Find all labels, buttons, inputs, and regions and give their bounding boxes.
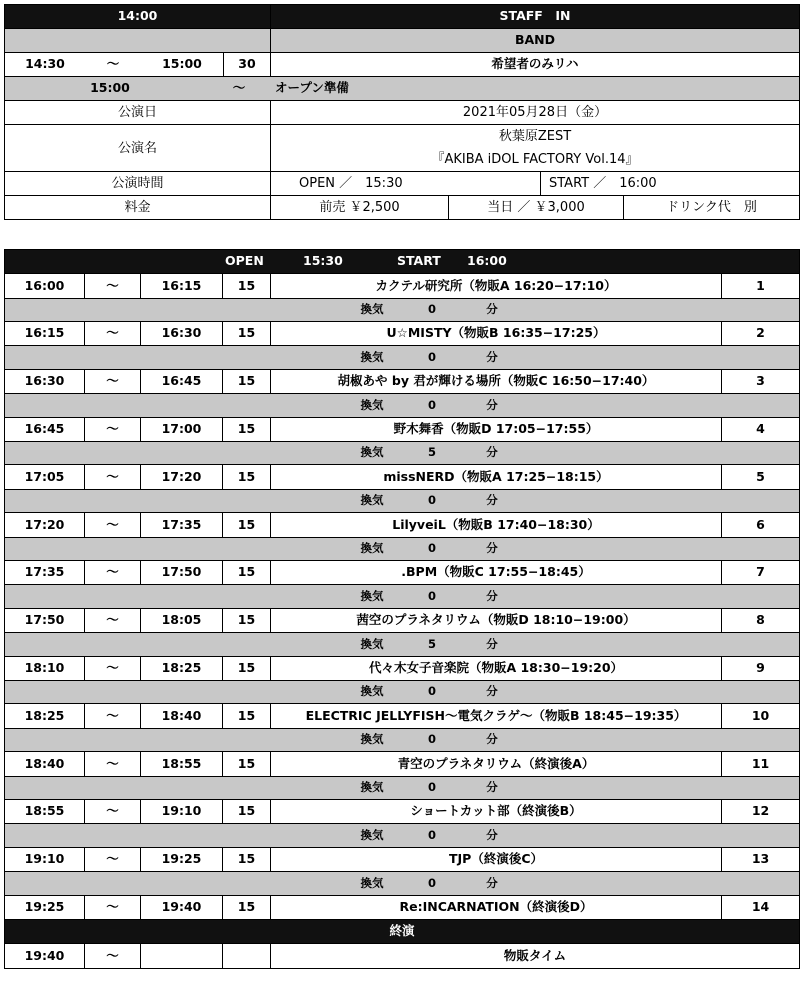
act-tilde: 〜 [85, 752, 141, 776]
act-start-time: 19:25 [5, 895, 85, 919]
changeover-cell [5, 728, 800, 752]
act-duration: 15 [223, 752, 271, 776]
act-number: 14 [722, 895, 800, 919]
act-duration: 15 [223, 561, 271, 585]
open-prep-tilde: 〜 [232, 80, 246, 96]
act-tilde: 〜 [85, 608, 141, 632]
rehearsal-end: 15:00 [162, 56, 202, 72]
act-start-time: 17:05 [5, 465, 85, 489]
act-end-time: 16:15 [141, 274, 223, 298]
changeover-cell [5, 394, 800, 418]
act-number: 9 [722, 656, 800, 680]
changeover-label: 換気 [360, 827, 384, 842]
act-end-time: 17:35 [141, 513, 223, 537]
act-duration: 15 [223, 513, 271, 537]
act-end-time: 18:25 [141, 656, 223, 680]
open-prep-row [5, 77, 800, 101]
changeover-cell [5, 680, 800, 704]
schedule-header [5, 250, 800, 274]
changeover-unit: 分 [486, 349, 498, 364]
merch-blank-min [223, 944, 271, 968]
act-name: TJP（終演後C） [271, 847, 722, 871]
act-row [5, 561, 800, 585]
changeover-minutes: 0 [428, 397, 437, 412]
open-time-text: OPEN ／ 15:30 [299, 176, 403, 191]
act-name: 青空のプラネタリウム（終演後A） [271, 752, 722, 776]
act-row [5, 513, 800, 537]
changeover-row [5, 489, 800, 513]
act-name: U☆MISTY（物販B 16:35−17:25） [271, 322, 722, 346]
changeover-unit: 分 [486, 636, 498, 651]
changeover-cell [5, 824, 800, 848]
changeover-cell [5, 489, 800, 513]
act-start-time: 18:25 [5, 704, 85, 728]
act-name: missNERD（物販A 17:25−18:15） [271, 465, 722, 489]
act-number: 10 [722, 704, 800, 728]
merch-label: 物販タイム [271, 944, 800, 968]
act-row [5, 608, 800, 632]
act-start-time: 18:55 [5, 800, 85, 824]
name-row [5, 125, 800, 172]
act-duration: 15 [223, 369, 271, 393]
changeover-row [5, 346, 800, 370]
act-number: 1 [722, 274, 800, 298]
changeover-minutes: 5 [428, 636, 437, 651]
rehearsal-minutes: 30 [223, 53, 270, 76]
act-tilde: 〜 [85, 561, 141, 585]
header-open: OPEN [225, 253, 264, 269]
changeover-unit: 分 [486, 302, 498, 317]
act-start-time: 17:20 [5, 513, 85, 537]
act-duration: 15 [223, 895, 271, 919]
rehearsal-tilde: 〜 [106, 56, 120, 72]
changeover-row [5, 633, 800, 657]
act-end-time: 19:40 [141, 895, 223, 919]
start-time-text: START ／ 16:00 [540, 172, 799, 195]
merch-blank-end [141, 944, 223, 968]
changeover-minutes: 0 [428, 349, 437, 364]
act-start-time: 18:10 [5, 656, 85, 680]
open-prep [5, 77, 800, 101]
act-tilde: 〜 [85, 465, 141, 489]
act-tilde: 〜 [85, 656, 141, 680]
act-start-time: 16:30 [5, 369, 85, 393]
date-value: 2021年05月28日（金） [271, 101, 800, 125]
changeover-unit: 分 [486, 588, 498, 603]
act-row [5, 369, 800, 393]
act-end-time: 16:45 [141, 369, 223, 393]
act-end-time: 18:55 [141, 752, 223, 776]
act-end-time: 18:05 [141, 608, 223, 632]
changeover-minutes: 5 [428, 445, 437, 460]
act-row [5, 322, 800, 346]
changeover-cell [5, 872, 800, 896]
name-line2: 『AKIBA iDOL FACTORY Vol.14』 [431, 152, 639, 167]
changeover-label: 換気 [360, 636, 384, 651]
act-duration: 15 [223, 608, 271, 632]
act-row [5, 274, 800, 298]
act-start-time: 16:15 [5, 322, 85, 346]
time-value [271, 172, 800, 196]
act-name: .BPM（物販C 17:55−18:45） [271, 561, 722, 585]
changeover-row [5, 585, 800, 609]
changeover-label: 換気 [360, 349, 384, 364]
act-name: Re:INCARNATION（終演後D） [271, 895, 722, 919]
act-name: ショートカット部（終演後B） [271, 800, 722, 824]
changeover-label: 換気 [360, 780, 384, 795]
act-end-time: 18:40 [141, 704, 223, 728]
act-start-time: 16:00 [5, 274, 85, 298]
time-row [5, 172, 800, 196]
act-tilde: 〜 [85, 847, 141, 871]
changeover-minutes: 0 [428, 588, 437, 603]
act-row [5, 465, 800, 489]
act-duration: 15 [223, 417, 271, 441]
staff-in-time: 14:00 [5, 5, 271, 29]
changeover-unit: 分 [486, 493, 498, 508]
act-row [5, 895, 800, 919]
changeover-cell [5, 441, 800, 465]
changeover-label: 換気 [360, 397, 384, 412]
act-start-time: 18:40 [5, 752, 85, 776]
act-name: 茜空のプラネタリウム（物販D 18:10−19:00） [271, 608, 722, 632]
act-row [5, 800, 800, 824]
act-tilde: 〜 [85, 800, 141, 824]
changeover-row [5, 872, 800, 896]
act-name: ELECTRIC JELLYFISH〜電気クラゲ〜（物販B 18:45−19:35） [271, 704, 722, 728]
changeover-minutes: 0 [428, 302, 437, 317]
act-number: 8 [722, 608, 800, 632]
act-name: 胡椒あや by 君が輝ける場所（物販C 16:50−17:40） [271, 369, 722, 393]
changeover-unit: 分 [486, 827, 498, 842]
act-tilde: 〜 [85, 417, 141, 441]
changeover-row [5, 441, 800, 465]
price-label: 料金 [5, 196, 271, 220]
changeover-row [5, 680, 800, 704]
changeover-label: 換気 [360, 445, 384, 460]
merch-row [5, 944, 800, 968]
changeover-label: 換気 [360, 493, 384, 508]
name-label: 公演名 [5, 125, 271, 172]
act-duration: 15 [223, 800, 271, 824]
act-number: 12 [722, 800, 800, 824]
door-price: 当日 ／ ￥3,000 [448, 196, 623, 219]
changeover-minutes: 0 [428, 827, 437, 842]
open-prep-time: 15:00 [90, 80, 130, 96]
changeover-row [5, 537, 800, 561]
act-row [5, 656, 800, 680]
changeover-unit: 分 [486, 445, 498, 460]
act-name: 代々木女子音楽院（物販A 18:30−19:20） [271, 656, 722, 680]
act-number: 13 [722, 847, 800, 871]
changeover-label: 換気 [360, 875, 384, 890]
changeover-label: 換気 [360, 302, 384, 317]
drink-note: ドリンク代 別 [623, 196, 799, 219]
event-info-table [4, 4, 800, 220]
changeover-unit: 分 [486, 780, 498, 795]
act-number: 11 [722, 752, 800, 776]
staff-in-row [5, 5, 800, 29]
changeover-unit: 分 [486, 684, 498, 699]
act-tilde: 〜 [85, 704, 141, 728]
act-number: 7 [722, 561, 800, 585]
act-end-time: 19:25 [141, 847, 223, 871]
changeover-label: 換気 [360, 588, 384, 603]
changeover-unit: 分 [486, 397, 498, 412]
changeover-unit: 分 [486, 732, 498, 747]
changeover-row [5, 728, 800, 752]
act-duration: 15 [223, 704, 271, 728]
rehearsal-label: 希望者のみリハ [271, 53, 800, 77]
schedule-table [4, 249, 800, 969]
act-number: 4 [722, 417, 800, 441]
act-name: 野木舞香（物販D 17:05−17:55） [271, 417, 722, 441]
staff-in-label: STAFF IN [271, 5, 800, 29]
rehearsal-start: 14:30 [25, 56, 65, 72]
changeover-cell [5, 776, 800, 800]
act-name: LilyveiL（物販B 17:40−18:30） [271, 513, 722, 537]
act-duration: 15 [223, 847, 271, 871]
act-start-time: 17:35 [5, 561, 85, 585]
name-line1: 秋葉原ZEST [498, 129, 572, 144]
header-start-time: 16:00 [467, 253, 507, 269]
act-number: 3 [722, 369, 800, 393]
act-duration: 15 [223, 274, 271, 298]
changeover-label: 換気 [360, 732, 384, 747]
price-value [271, 196, 800, 220]
act-row [5, 847, 800, 871]
header-start: START [397, 253, 441, 269]
rehearsal-time [5, 53, 271, 77]
act-tilde: 〜 [85, 895, 141, 919]
changeover-minutes: 0 [428, 875, 437, 890]
changeover-minutes: 0 [428, 732, 437, 747]
act-row [5, 417, 800, 441]
act-number: 5 [722, 465, 800, 489]
act-name: カクテル研究所（物販A 16:20−17:10） [271, 274, 722, 298]
changeover-minutes: 0 [428, 780, 437, 795]
changeover-row [5, 394, 800, 418]
changeover-cell [5, 537, 800, 561]
end-row [5, 919, 800, 943]
changeover-cell [5, 346, 800, 370]
band-label: BAND [271, 29, 800, 53]
open-prep-label: オープン準備 [275, 80, 349, 96]
schedule-body [5, 274, 800, 920]
act-start-time: 19:10 [5, 847, 85, 871]
merch-tilde: 〜 [85, 944, 141, 968]
act-end-time: 17:50 [141, 561, 223, 585]
time-label: 公演時間 [5, 172, 271, 196]
act-start-time: 16:45 [5, 417, 85, 441]
act-end-time: 16:30 [141, 322, 223, 346]
schedule-header-row [5, 250, 800, 274]
act-start-time: 17:50 [5, 608, 85, 632]
changeover-row [5, 824, 800, 848]
changeover-unit: 分 [486, 875, 498, 890]
act-number: 6 [722, 513, 800, 537]
act-tilde: 〜 [85, 513, 141, 537]
price-row [5, 196, 800, 220]
changeover-row [5, 776, 800, 800]
merch-time: 19:40 [5, 944, 85, 968]
changeover-unit: 分 [486, 541, 498, 556]
changeover-cell [5, 585, 800, 609]
changeover-minutes: 0 [428, 541, 437, 556]
date-row [5, 101, 800, 125]
act-row [5, 752, 800, 776]
changeover-label: 換気 [360, 684, 384, 699]
header-open-time: 15:30 [303, 253, 343, 269]
act-end-time: 17:00 [141, 417, 223, 441]
act-duration: 15 [223, 656, 271, 680]
rehearsal-row [5, 53, 800, 77]
end-label: 終演 [5, 919, 800, 943]
act-number: 2 [722, 322, 800, 346]
changeover-cell [5, 633, 800, 657]
changeover-minutes: 0 [428, 493, 437, 508]
act-end-time: 17:20 [141, 465, 223, 489]
act-tilde: 〜 [85, 274, 141, 298]
advance-price: 前売 ￥2,500 [319, 200, 400, 215]
changeover-minutes: 0 [428, 684, 437, 699]
act-tilde: 〜 [85, 322, 141, 346]
act-row [5, 704, 800, 728]
changeover-row [5, 298, 800, 322]
act-duration: 15 [223, 322, 271, 346]
changeover-label: 換気 [360, 541, 384, 556]
act-tilde: 〜 [85, 369, 141, 393]
name-value [271, 125, 800, 172]
act-end-time: 19:10 [141, 800, 223, 824]
act-duration: 15 [223, 465, 271, 489]
date-label: 公演日 [5, 101, 271, 125]
changeover-cell [5, 298, 800, 322]
band-row [5, 29, 800, 53]
band-blank [5, 29, 271, 53]
